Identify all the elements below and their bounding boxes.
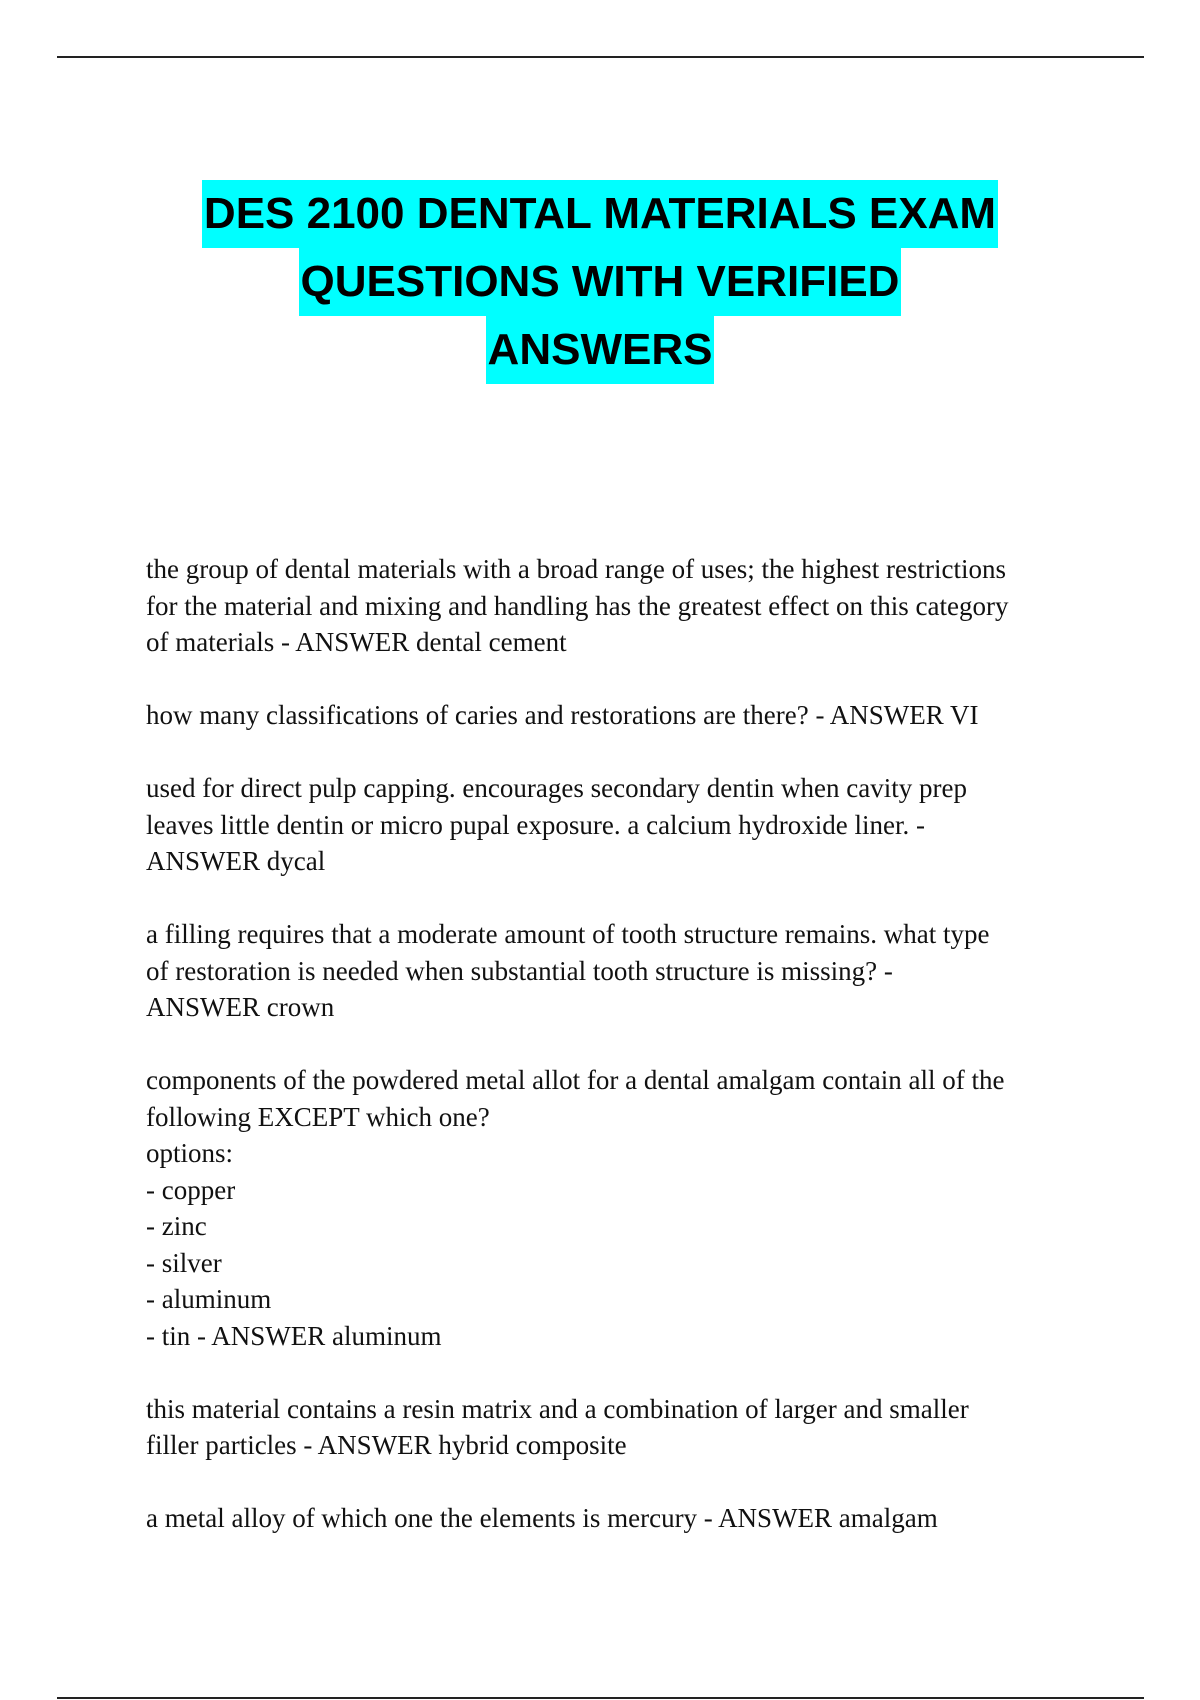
document-title (0, 180, 1200, 384)
qa-item (146, 551, 1066, 661)
qa-option: - silver (146, 1247, 222, 1278)
qa-item (146, 697, 1066, 734)
qa-item (146, 1062, 1066, 1354)
qa-item (146, 1500, 1066, 1537)
qa-item (146, 770, 1066, 880)
top-rule (57, 56, 1144, 58)
qa-text-line: following EXCEPT which one? (146, 1101, 490, 1132)
qa-text-line: components of the powdered metal allot for a dental amalgam contain all of the (146, 1065, 1005, 1095)
qa-item (146, 1391, 1066, 1464)
qa-text-line: the group of dental materials with a broad range of uses; the highest restrictions (146, 554, 1007, 584)
qa-text-line: a metal alloy of which one the elements is mercury - ANSWER amalgam (146, 1503, 938, 1533)
qa-option: - copper (146, 1174, 236, 1205)
title-line-2: QUESTIONS WITH VERIFIED (299, 248, 902, 316)
qa-option: - zinc (146, 1211, 207, 1241)
title-line-3: ANSWERS (486, 316, 715, 384)
bottom-rule (57, 1697, 1144, 1699)
qa-text-line: of restoration is needed when substantial tooth structure is missing? - (146, 955, 893, 986)
qa-option: - tin - ANSWER aluminum (146, 1320, 442, 1351)
title-line-1: DES 2100 DENTAL MATERIALS EXAM (202, 180, 998, 248)
qa-option: - aluminum (146, 1284, 272, 1314)
qa-text-line: filler particles - ANSWER hybrid composite (146, 1430, 627, 1460)
qa-text-line: ANSWER crown (146, 992, 335, 1022)
qa-text-line: a filling requires that a moderate amount of tooth structure remains. what type (146, 919, 990, 949)
qa-text-line: for the material and mixing and handling has the greatest effect on this category (146, 590, 1009, 621)
qa-text-line: this material contains a resin matrix and a combination of larger and smaller (146, 1393, 969, 1424)
qa-item (146, 916, 1066, 1026)
qa-text-line: how many classifications of caries and restorations are there? - ANSWER VI (146, 700, 979, 730)
qa-text-line: ANSWER dycal (146, 846, 326, 876)
qa-text-line: of materials - ANSWER dental cement (146, 627, 567, 657)
qa-text-line: used for direct pulp capping. encourages secondary dentin when cavity prep (146, 773, 967, 803)
question-answer-list (146, 551, 1066, 1573)
qa-options-label: options: (146, 1138, 234, 1168)
qa-text-line: leaves little dentin or micro pupal exposure. a calcium hydroxide liner. - (146, 809, 926, 840)
